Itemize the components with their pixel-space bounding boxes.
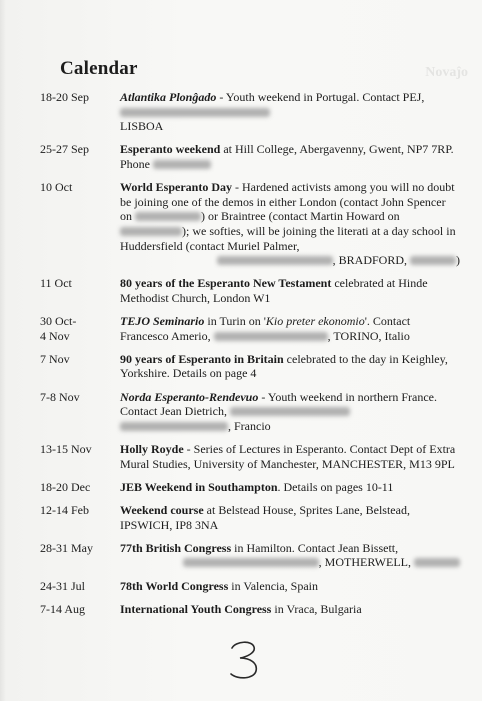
event-description	[120, 314, 460, 343]
event-detail: - Series of Lectures in Esperanto. Contact Dept of Extra Mural Studies, University of Manchester, MANCHESTER, M13 9PL	[120, 442, 456, 471]
event-detail: , TORINO, Italio	[327, 328, 410, 343]
event-detail: - Youth weekend in Portugal. Contact PEJ,	[216, 90, 425, 104]
event-detail: celebrated at Hinde Methodist Church, London W1	[120, 276, 428, 305]
redacted-contact	[153, 160, 211, 169]
page-title: Calendar	[60, 58, 138, 79]
event-detail: celebrated to the day in Keighley, Yorkshire. Details on page 4	[120, 351, 448, 381]
event-detail: , Francio	[228, 418, 271, 433]
event-description	[120, 390, 460, 434]
calendar-list	[40, 90, 460, 625]
redacted-contact	[120, 108, 270, 117]
redacted-contact	[183, 558, 319, 567]
calendar-entry	[40, 180, 460, 268]
event-description	[120, 180, 460, 268]
event-description	[120, 276, 460, 305]
event-name: World Esperanto Day	[120, 180, 233, 195]
event-detail: ) or Braintree (contact Martin Howard on	[201, 209, 400, 224]
address-line	[120, 253, 460, 268]
redacted-contact	[414, 558, 460, 567]
event-detail: '. Contact Francesco Amerio,	[120, 314, 411, 343]
calendar-entry	[40, 579, 460, 594]
event-detail: at Belstead House, Sprites Lane, Belstead, IPSWICH, IP8 3NA	[120, 503, 410, 532]
redacted-contact	[410, 256, 456, 265]
bleed-heading: Novaĵo	[425, 65, 468, 80]
event-detail: . Details on pages 10-11	[277, 479, 394, 494]
calendar-entry	[40, 602, 460, 617]
redacted-contact	[120, 422, 228, 431]
calendar-entry	[40, 276, 460, 305]
event-detail: , MOTHERWELL,	[318, 555, 414, 570]
event-detail: in Valencia, Spain	[228, 578, 319, 593]
event-detail: in Hamilton. Contact Jean Bissett,	[231, 540, 399, 555]
event-date: 10 Oct	[40, 180, 73, 195]
calendar-entry	[40, 442, 460, 471]
address-line	[120, 555, 460, 570]
event-detail: at Hill College, Abergavenny, Gwent, NP7 7RP. Phone	[120, 142, 454, 171]
event-detail: in Vraca, Bulgaria	[271, 601, 362, 616]
calendar-entry	[40, 390, 460, 434]
redacted-contact	[230, 407, 350, 416]
event-detail: - Hardened activists among you will no doubt be joining one of the demos in either London (contact John Spencer on	[120, 180, 455, 224]
event-name: Norda Esperanto-Rendevuo	[120, 389, 259, 404]
redacted-contact	[120, 227, 182, 236]
event-detail: LISBOA	[120, 119, 164, 134]
event-date: 24-31 Jul	[40, 578, 85, 593]
calendar-entry	[40, 541, 460, 570]
event-name: TEJO Seminario	[120, 314, 205, 329]
event-date: 18-20 Dec	[40, 479, 91, 494]
event-name: 90 years of Esperanto in Britain	[120, 351, 284, 366]
calendar-entry	[40, 352, 460, 381]
event-name: Atlantika Plonĝado	[120, 90, 217, 104]
event-date: 7-8 Nov	[40, 389, 80, 404]
redacted-contact	[214, 332, 328, 341]
event-description	[120, 90, 460, 134]
calendar-entry	[40, 480, 460, 495]
event-name: Weekend course	[120, 503, 204, 517]
event-name: 80 years of the Esperanto New Testament	[120, 276, 332, 291]
event-name: 78th World Congress	[120, 578, 229, 593]
calendar-entry	[40, 142, 460, 171]
calendar-entry	[40, 314, 460, 343]
event-description	[120, 579, 460, 594]
event-date: 25-27 Sep	[40, 142, 89, 157]
event-date: 13-15 Nov	[40, 442, 92, 457]
event-detail: - Youth weekend in northern France. Contact Jean Dietrich,	[120, 389, 437, 419]
page-edge-shadow	[0, 0, 6, 701]
event-detail: , BRADFORD,	[332, 253, 410, 268]
event-name: International Youth Congress	[120, 601, 272, 616]
redacted-contact	[217, 256, 333, 265]
page-number-handwritten	[226, 638, 262, 682]
redacted-contact	[135, 212, 201, 221]
event-date: 7-14 Aug	[40, 601, 85, 616]
event-description	[120, 503, 460, 532]
event-date: 7 Nov	[40, 351, 70, 366]
event-description	[120, 142, 460, 171]
event-date: 30 Oct- 4 Nov	[40, 314, 77, 343]
event-detail: in Turin on '	[204, 314, 266, 329]
event-name: JEB Weekend in Southampton	[120, 479, 278, 494]
event-date: 12-14 Feb	[40, 503, 89, 517]
calendar-entry	[40, 90, 460, 134]
event-name: 77th British Congress	[120, 540, 232, 555]
event-detail: )	[456, 253, 460, 268]
event-date: 28-31 May	[40, 540, 93, 555]
event-description	[120, 442, 460, 471]
event-date: 18-20 Sep	[40, 90, 89, 104]
event-description	[120, 352, 460, 381]
event-description	[120, 541, 460, 570]
event-name: Esperanto weekend	[120, 142, 221, 157]
event-description	[120, 480, 460, 495]
event-description	[120, 602, 460, 617]
calendar-entry	[40, 503, 460, 532]
event-name: Kio preter ekonomio	[265, 314, 365, 329]
event-date: 11 Oct	[40, 276, 72, 291]
event-name: Holly Royde	[120, 442, 184, 457]
event-detail: ); we softies, will be joining the literati at a day school in Huddersfield (contact Muriel Palmer,	[120, 223, 456, 253]
